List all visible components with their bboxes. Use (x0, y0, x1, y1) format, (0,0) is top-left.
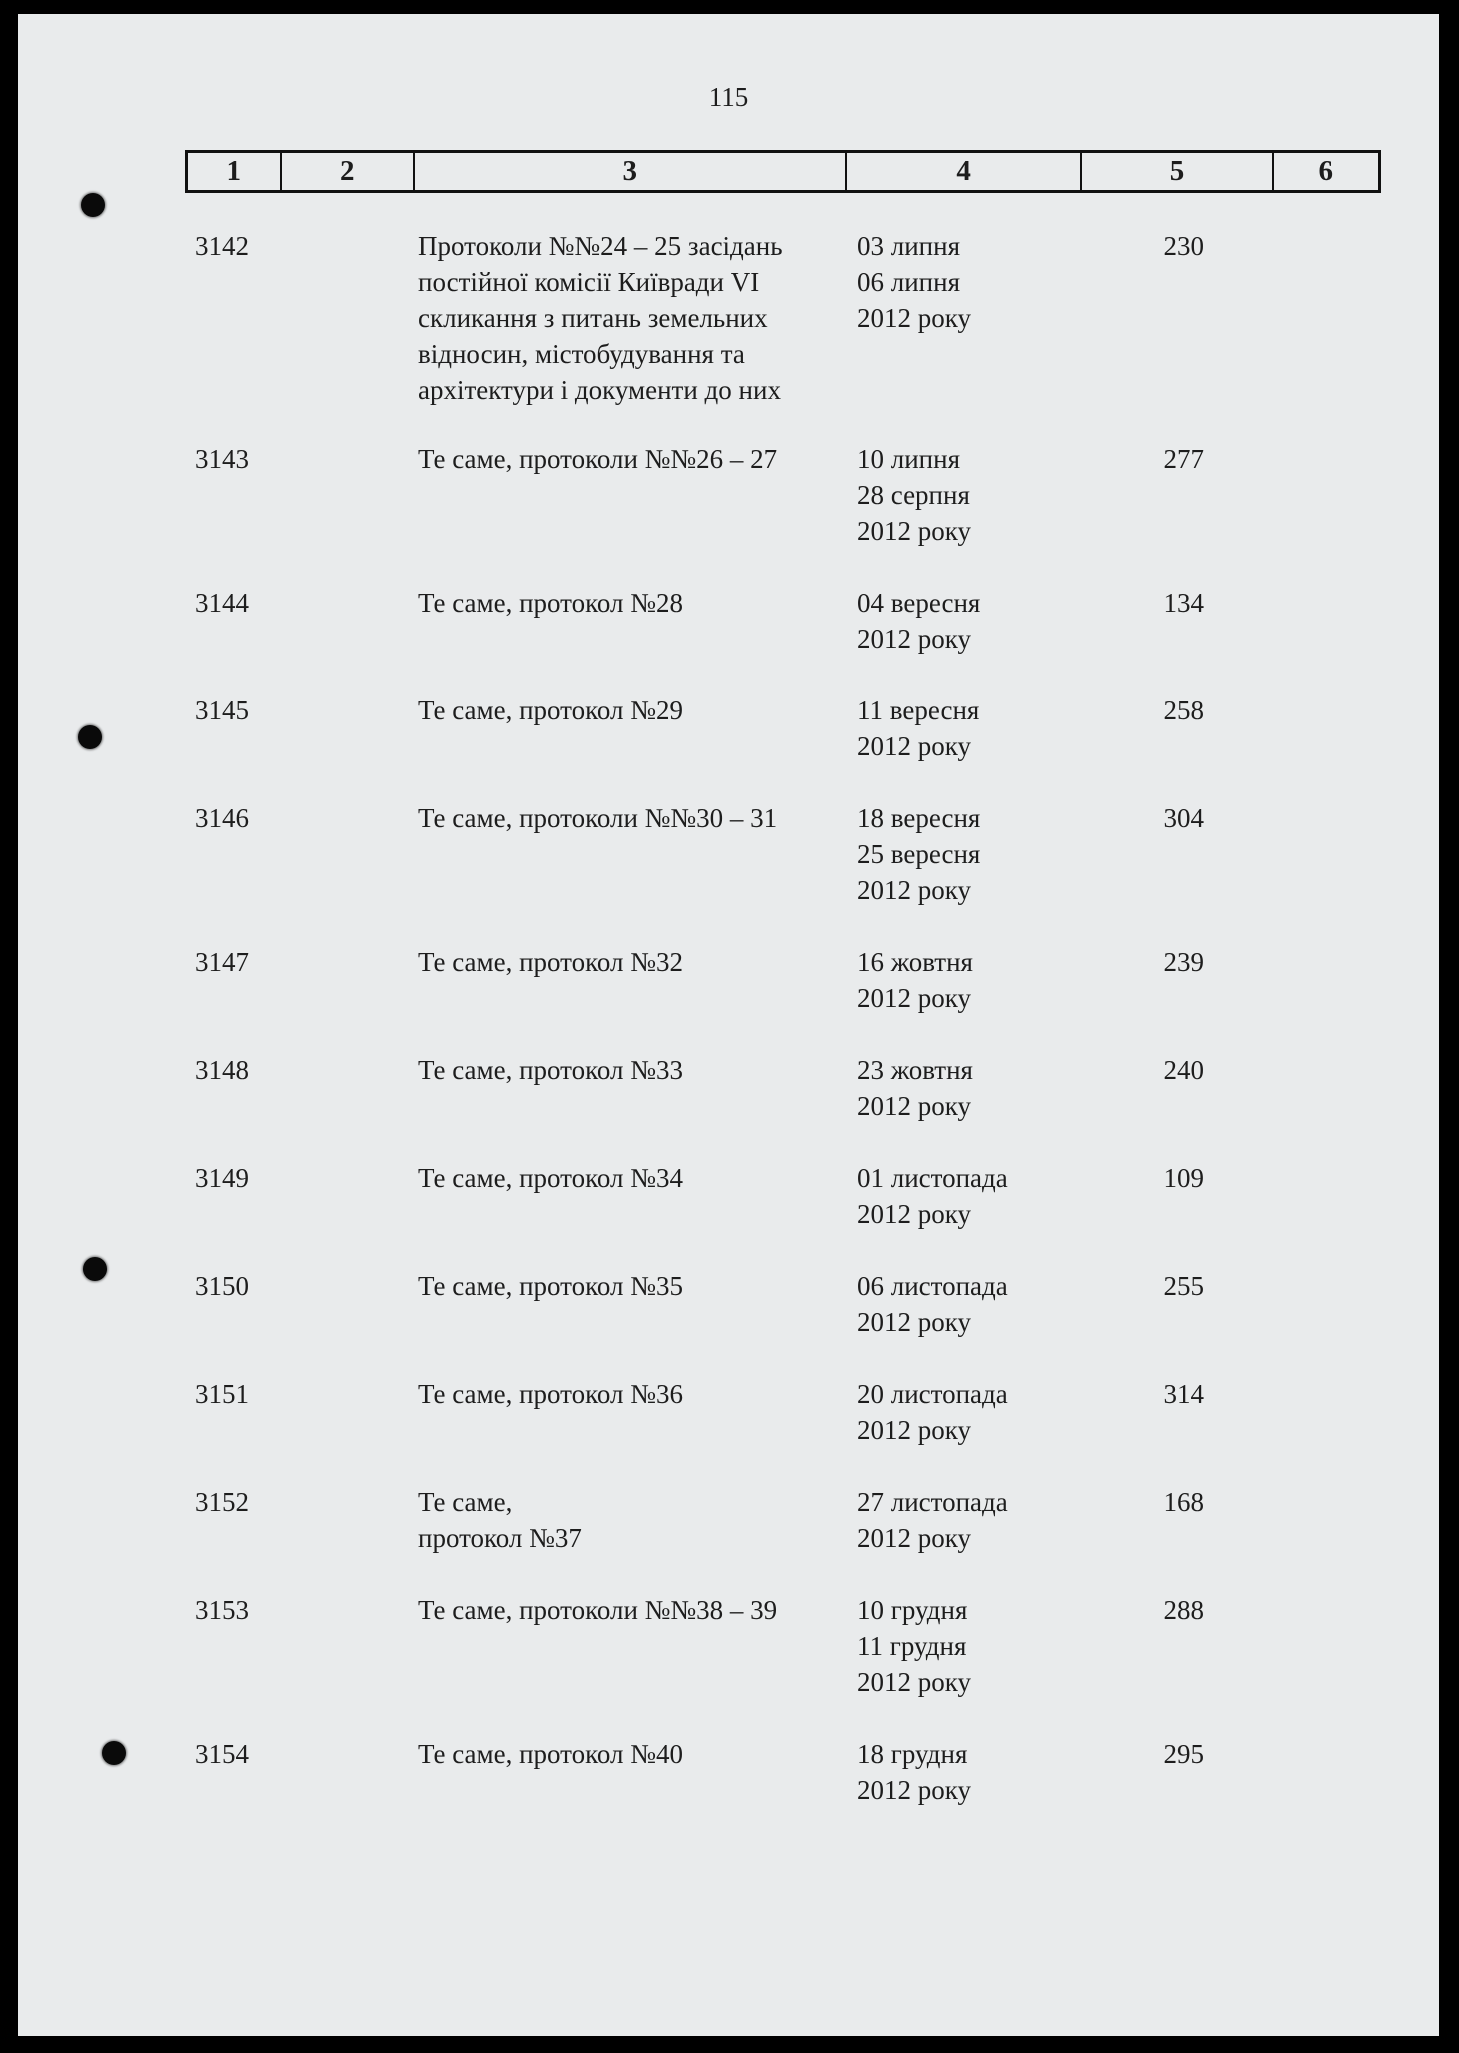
record-title: Те саме, протокол №35 (418, 1271, 683, 1301)
record-page-count: 295 (1163, 1739, 1204, 1769)
record-number: 3154 (195, 1739, 249, 1769)
record-title: Те саме, протоколи №№26 – 27 (418, 444, 778, 474)
document-page (18, 14, 1439, 2036)
record-page-count: 258 (1163, 695, 1204, 725)
punch-hole-icon (81, 193, 105, 217)
record-title: Те саме, протоколи №№30 – 31 (418, 803, 778, 833)
record-dates: 16 жовтня 2012 року (857, 947, 973, 1013)
record-dates: 18 вересня 25 вересня 2012 року (857, 803, 981, 905)
record-title: Те саме, протокол №36 (418, 1379, 683, 1409)
record-number: 3146 (195, 803, 249, 833)
record-page-count: 255 (1163, 1271, 1204, 1301)
record-number: 3149 (195, 1163, 249, 1193)
record-number: 3152 (195, 1487, 249, 1517)
record-dates: 11 вересня 2012 року (857, 695, 980, 761)
record-page-count: 168 (1163, 1487, 1204, 1517)
punch-hole-icon (102, 1741, 126, 1765)
punch-hole-icon (83, 1257, 107, 1281)
record-title: Те саме, протокол №34 (418, 1163, 683, 1193)
record-number: 3150 (195, 1271, 249, 1301)
record-dates: 04 вересня 2012 року (857, 588, 981, 654)
column-header-3: 3 (415, 153, 847, 190)
record-title: Те саме, протокол №32 (418, 947, 683, 977)
record-number: 3145 (195, 695, 249, 725)
column-header-4: 4 (847, 153, 1083, 190)
record-page-count: 239 (1163, 947, 1204, 977)
record-dates: 18 грудня 2012 року (857, 1739, 971, 1805)
page-number: 115 (708, 82, 749, 112)
record-dates: 10 липня 28 серпня 2012 року (857, 444, 971, 546)
record-page-count: 134 (1163, 588, 1204, 618)
record-title: Те саме, протокол №33 (418, 1055, 683, 1085)
column-header-5: 5 (1082, 153, 1273, 190)
record-number: 3144 (195, 588, 249, 618)
record-number: 3143 (195, 444, 249, 474)
record-title: Те саме, протокол №40 (418, 1739, 683, 1769)
record-title: Те саме, протокол №29 (418, 695, 683, 725)
record-page-count: 240 (1163, 1055, 1204, 1085)
record-page-count: 277 (1163, 444, 1204, 474)
record-dates: 01 листопада 2012 року (857, 1163, 1008, 1229)
column-header-1: 1 (188, 153, 282, 190)
record-number: 3147 (195, 947, 249, 977)
column-header-6: 6 (1318, 155, 1333, 187)
record-title: Те саме, протоколи №№38 – 39 (418, 1595, 778, 1625)
record-dates: 06 листопада 2012 року (857, 1271, 1008, 1337)
record-number: 3148 (195, 1055, 249, 1085)
record-dates: 03 липня 06 липня 2012 року (857, 231, 971, 333)
record-number: 3142 (195, 231, 249, 261)
record-page-count: 288 (1163, 1595, 1204, 1625)
record-list (18, 14, 1439, 2036)
record-page-count: 109 (1163, 1163, 1204, 1193)
record-title: Те саме, протокол №37 (418, 1487, 582, 1553)
column-header-2: 2 (282, 153, 415, 190)
punch-hole-icon (78, 725, 102, 749)
record-dates: 20 листопада 2012 року (857, 1379, 1008, 1445)
record-page-count: 314 (1163, 1379, 1204, 1409)
record-number: 3153 (195, 1595, 249, 1625)
record-number: 3151 (195, 1379, 249, 1409)
record-dates: 27 листопада 2012 року (857, 1487, 1008, 1553)
record-page-count: 230 (1163, 231, 1204, 261)
record-page-count: 304 (1163, 803, 1204, 833)
record-title: Те саме, протокол №28 (418, 588, 683, 618)
record-dates: 10 грудня 11 грудня 2012 року (857, 1595, 971, 1697)
record-title: Протоколи №№24 – 25 засідань постійної комісії Київради VI скликання з питань земельних відносин, містобудування та архітектури і документи до них (418, 231, 783, 405)
record-dates: 23 жовтня 2012 року (857, 1055, 973, 1121)
